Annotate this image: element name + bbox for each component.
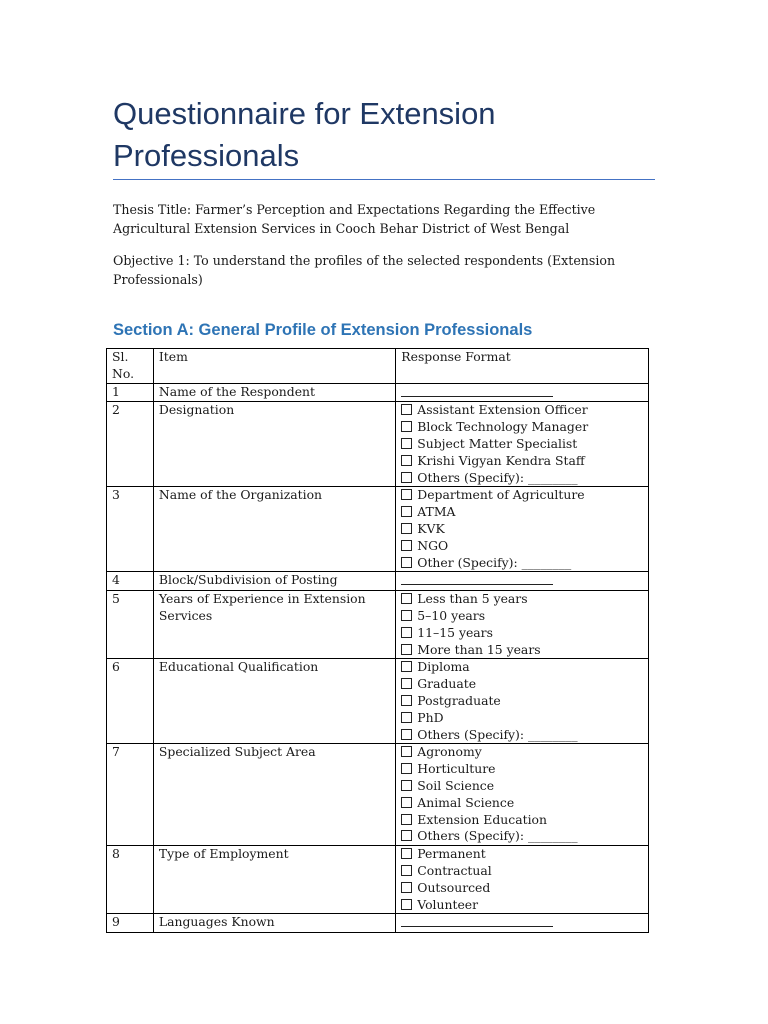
row-sl-no: 5 bbox=[107, 591, 154, 659]
checkbox-label: Others (Specify): ________ bbox=[417, 828, 578, 844]
checkbox-label: Agronomy bbox=[417, 744, 482, 760]
checkbox-icon[interactable] bbox=[401, 814, 412, 825]
checkbox-icon[interactable] bbox=[401, 421, 412, 432]
checkbox-icon[interactable] bbox=[401, 540, 412, 551]
row-item: Specialized Subject Area bbox=[153, 744, 395, 846]
checkbox-label: Others (Specify): ________ bbox=[417, 469, 578, 485]
checkbox-label: 5–10 years bbox=[417, 607, 486, 623]
checkbox-label: 11–15 years bbox=[417, 624, 493, 640]
checkbox-icon[interactable] bbox=[401, 678, 412, 689]
row-response-format bbox=[396, 744, 649, 846]
text-entry-blank[interactable] bbox=[401, 572, 553, 585]
checkbox-label: Department of Agriculture bbox=[417, 487, 585, 503]
row-response-format bbox=[396, 487, 649, 572]
checkbox-option[interactable] bbox=[401, 710, 648, 727]
text-entry-blank[interactable] bbox=[401, 384, 553, 397]
checkbox-label: KVK bbox=[417, 520, 445, 536]
thesis-title: Thesis Title: Farmer’s Perception and Expectations Regarding the Effective Agricultural Extension Services in Cooch Behar District of West Bengal bbox=[113, 202, 596, 236]
checkbox-icon[interactable] bbox=[401, 899, 412, 910]
checkbox-option[interactable] bbox=[401, 659, 648, 676]
checkbox-option[interactable] bbox=[401, 744, 648, 761]
table-row bbox=[107, 914, 649, 933]
row-item: Type of Employment bbox=[153, 846, 395, 914]
row-item: Name of the Respondent bbox=[153, 383, 395, 402]
checkbox-option[interactable] bbox=[401, 625, 648, 642]
checkbox-label: Others (Specify): ________ bbox=[417, 726, 578, 742]
checkbox-label: NGO bbox=[417, 537, 449, 553]
row-sl-no: 3 bbox=[107, 487, 154, 572]
checkbox-option[interactable] bbox=[401, 761, 648, 778]
checkbox-label: Contractual bbox=[417, 862, 492, 878]
checkbox-icon[interactable] bbox=[401, 712, 412, 723]
row-item: Name of the Organization bbox=[153, 487, 395, 572]
checkbox-icon[interactable] bbox=[401, 729, 412, 740]
row-response-format bbox=[396, 914, 649, 933]
table-row bbox=[107, 402, 649, 487]
checkbox-label: Block Technology Manager bbox=[417, 419, 589, 435]
checkbox-icon[interactable] bbox=[401, 661, 412, 672]
checkbox-icon[interactable] bbox=[401, 865, 412, 876]
row-sl-no: 2 bbox=[107, 402, 154, 487]
checkbox-icon[interactable] bbox=[401, 746, 412, 757]
checkbox-label: Soil Science bbox=[417, 777, 495, 793]
table-row bbox=[107, 659, 649, 744]
checkbox-label: Permanent bbox=[417, 846, 486, 862]
row-response-format bbox=[396, 846, 649, 914]
checkbox-label: Volunteer bbox=[417, 896, 479, 912]
checkbox-option[interactable] bbox=[401, 812, 648, 829]
checkbox-label: Animal Science bbox=[417, 794, 515, 810]
checkbox-icon[interactable] bbox=[401, 593, 412, 604]
checkbox-label: Other (Specify): ________ bbox=[417, 554, 572, 570]
checkbox-label: Krishi Vigyan Kendra Staff bbox=[417, 452, 585, 468]
page-title bbox=[113, 93, 673, 177]
checkbox-icon[interactable] bbox=[401, 644, 412, 655]
header-response-format: Response Format bbox=[396, 349, 649, 384]
checkbox-option[interactable] bbox=[401, 419, 648, 436]
checkbox-icon[interactable] bbox=[401, 404, 412, 415]
checkbox-option[interactable] bbox=[401, 778, 648, 795]
checkbox-option[interactable] bbox=[401, 436, 648, 453]
checkbox-label: Assistant Extension Officer bbox=[417, 402, 588, 418]
checkbox-option[interactable] bbox=[401, 487, 648, 504]
checkbox-option[interactable] bbox=[401, 402, 648, 419]
checkbox-label: Postgraduate bbox=[417, 692, 501, 708]
checkbox-option[interactable] bbox=[401, 453, 648, 470]
row-item: Educational Qualification bbox=[153, 659, 395, 744]
checkbox-option[interactable] bbox=[401, 608, 648, 625]
objective-text: Objective 1: To understand the profiles of the selected respondents (Extension Professionals) bbox=[113, 253, 616, 287]
table-row bbox=[107, 487, 649, 572]
table-row bbox=[107, 572, 649, 591]
checkbox-label: Subject Matter Specialist bbox=[417, 435, 578, 451]
checkbox-icon[interactable] bbox=[401, 523, 412, 534]
row-response-format bbox=[396, 402, 649, 487]
checkbox-icon[interactable] bbox=[401, 695, 412, 706]
checkbox-option[interactable] bbox=[401, 470, 648, 487]
checkbox-option[interactable] bbox=[401, 880, 648, 897]
header-item: Item bbox=[153, 349, 395, 384]
checkbox-label: Horticulture bbox=[417, 761, 496, 777]
row-sl-no: 9 bbox=[107, 914, 154, 933]
checkbox-option[interactable] bbox=[401, 591, 648, 608]
checkbox-option[interactable] bbox=[401, 727, 648, 744]
checkbox-label: Less than 5 years bbox=[417, 591, 528, 607]
row-response-format bbox=[396, 591, 649, 659]
checkbox-option[interactable] bbox=[401, 555, 648, 572]
row-item: Years of Experience in Extension Services bbox=[153, 591, 395, 659]
row-sl-no: 7 bbox=[107, 744, 154, 846]
checkbox-option[interactable] bbox=[401, 642, 648, 659]
row-sl-no: 6 bbox=[107, 659, 154, 744]
checkbox-icon[interactable] bbox=[401, 610, 412, 621]
checkbox-option[interactable] bbox=[401, 897, 648, 914]
checkbox-icon[interactable] bbox=[401, 472, 412, 483]
title-line-2: Professionals bbox=[113, 138, 300, 173]
checkbox-label: More than 15 years bbox=[417, 641, 541, 657]
checkbox-icon[interactable] bbox=[401, 882, 412, 893]
checkbox-option[interactable] bbox=[401, 693, 648, 710]
checkbox-option[interactable] bbox=[401, 504, 648, 521]
checkbox-icon[interactable] bbox=[401, 557, 412, 568]
row-response-format bbox=[396, 383, 649, 402]
checkbox-label: Graduate bbox=[417, 676, 477, 692]
table-row bbox=[107, 846, 649, 914]
checkbox-icon[interactable] bbox=[401, 780, 412, 791]
checkbox-icon[interactable] bbox=[401, 438, 412, 449]
title-line-1: Questionnaire for Extension bbox=[113, 96, 496, 131]
checkbox-icon[interactable] bbox=[401, 848, 412, 859]
checkbox-icon[interactable] bbox=[401, 797, 412, 808]
table-row bbox=[107, 591, 649, 659]
checkbox-icon[interactable] bbox=[401, 506, 412, 517]
table-header-row bbox=[107, 349, 649, 384]
row-item: Designation bbox=[153, 402, 395, 487]
checkbox-option[interactable] bbox=[401, 676, 648, 693]
checkbox-icon[interactable] bbox=[401, 489, 412, 500]
checkbox-icon[interactable] bbox=[401, 627, 412, 638]
row-item: Block/Subdivision of Posting bbox=[153, 572, 395, 591]
row-item: Languages Known bbox=[153, 914, 395, 933]
profile-table bbox=[106, 348, 649, 933]
checkbox-label: ATMA bbox=[417, 504, 456, 520]
checkbox-label: Diploma bbox=[417, 659, 470, 675]
row-sl-no: 8 bbox=[107, 846, 154, 914]
checkbox-option[interactable] bbox=[401, 795, 648, 812]
checkbox-label: Extension Education bbox=[417, 811, 547, 827]
row-response-format bbox=[396, 659, 649, 744]
row-sl-no: 1 bbox=[107, 383, 154, 402]
text-entry-blank[interactable] bbox=[401, 914, 553, 927]
checkbox-icon[interactable] bbox=[401, 455, 412, 466]
checkbox-label: PhD bbox=[417, 709, 444, 725]
checkbox-option[interactable] bbox=[401, 521, 648, 538]
table-row bbox=[107, 383, 649, 402]
row-response-format bbox=[396, 572, 649, 591]
checkbox-option[interactable] bbox=[401, 863, 648, 880]
title-divider bbox=[113, 179, 655, 180]
section-heading: Section A: General Profile of Extension Professionals bbox=[113, 321, 533, 339]
checkbox-icon[interactable] bbox=[401, 830, 412, 841]
checkbox-option[interactable] bbox=[401, 828, 648, 845]
table-row bbox=[107, 744, 649, 846]
checkbox-label: Outsourced bbox=[417, 879, 491, 895]
header-sl-no: Sl. No. bbox=[107, 349, 154, 384]
table-body bbox=[107, 383, 649, 933]
checkbox-option[interactable] bbox=[401, 846, 648, 863]
checkbox-option[interactable] bbox=[401, 538, 648, 555]
row-sl-no: 4 bbox=[107, 572, 154, 591]
checkbox-icon[interactable] bbox=[401, 763, 412, 774]
